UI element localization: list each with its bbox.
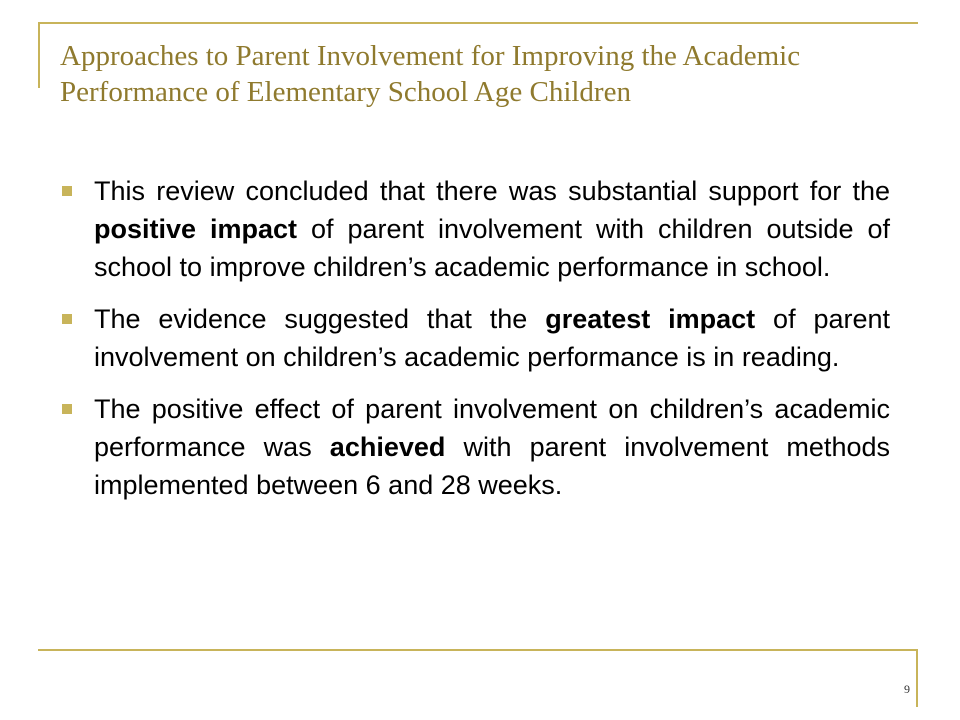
top-divider-line (38, 22, 918, 24)
bullet-item-1 (60, 172, 890, 286)
square-bullet-icon (62, 314, 72, 324)
square-bullet-icon (62, 404, 72, 414)
square-bullet-icon (62, 186, 72, 196)
bullet-list (60, 172, 890, 518)
bullet-text-after: of parent involvement with children outside of school to improve children’s academic performance in school. (94, 214, 890, 282)
bullet-text-before: This review concluded that there was substantial support for the (94, 176, 890, 206)
bullet-item-3 (60, 390, 890, 504)
slide-title: Approaches to Parent Involvement for Improving the Academic Performance of Elementary School Age Children (60, 40, 801, 108)
bullet-text-after: of parent involvement on children’s academic performance is in reading. (94, 304, 891, 372)
bullet-text-before: The evidence suggested that the (94, 304, 546, 334)
bottom-divider-line (38, 649, 918, 651)
right-accent-line (916, 649, 918, 707)
bullet-text-before: The positive effect of parent involvement on children’s academic performance was (94, 394, 890, 462)
bullet-text-after: with parent involvement methods implemented between 6 and 28 weeks. (94, 432, 890, 500)
bullet-item-2 (60, 300, 890, 376)
bullet-emphasis: greatest impact (545, 304, 756, 334)
left-accent-line (38, 22, 40, 88)
bullet-emphasis: achieved (329, 432, 446, 462)
bullet-emphasis: positive impact (94, 214, 298, 244)
page-number: 9 (904, 682, 910, 696)
